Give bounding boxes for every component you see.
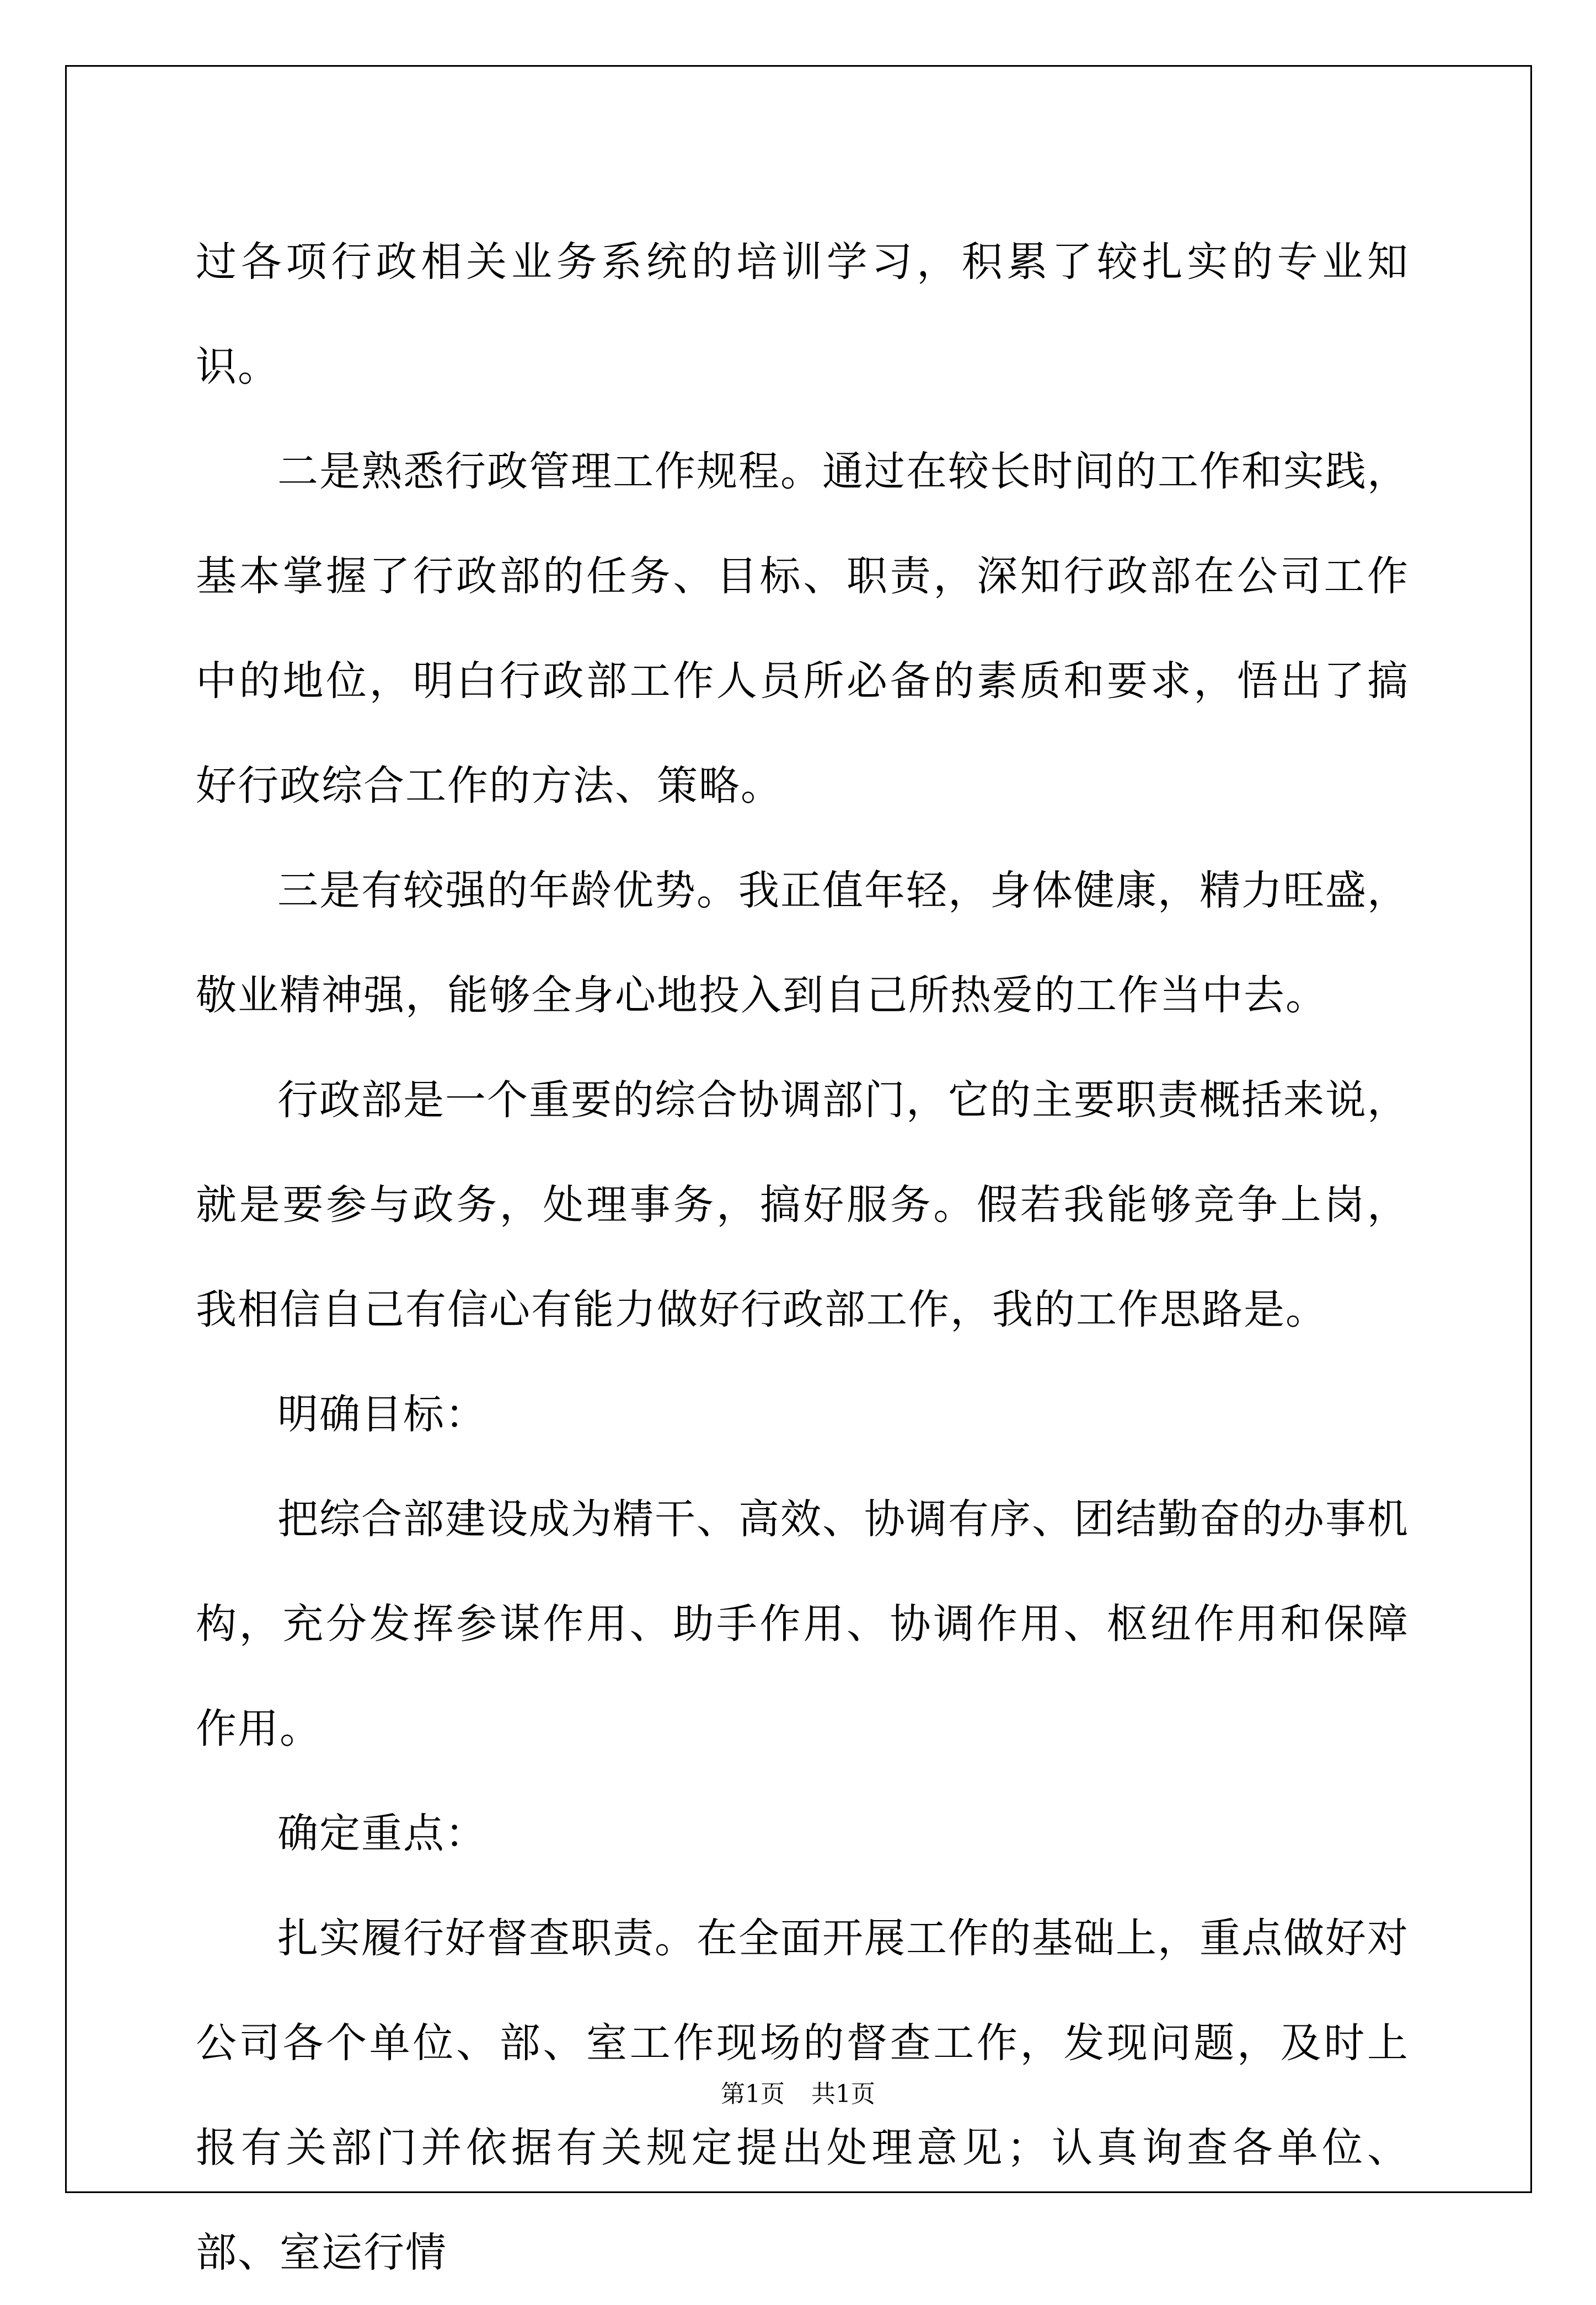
section-heading-focus: 确定重点： (277, 1810, 487, 1857)
paragraph-4: 行政部是一个重要的综合协调部门，它的主要职责概括来说，就是要参与政务，处理事务，搞好服务。假若我能够竞争上岗，我相信自己有信心有能力做好行政部工作，我的工作思路是。 (196, 1076, 1409, 1333)
paragraph-goal: 把综合部建设成为精干、高效、协调有序、团结勤奋的办事机构，充分发挥参谋作用、助手作用、协调作用、枢纽作用和保障作用。 (196, 1495, 1409, 1752)
page-footer (0, 2078, 1596, 2111)
paragraph-1: 过各项行政相关业务系统的培训学习，积累了较扎实的专业知识。 (196, 238, 1409, 390)
document-body (196, 210, 1409, 2305)
page-total: 共1页 (811, 2080, 875, 2108)
page-number: 第1页 (721, 2080, 785, 2108)
paragraph-focus: 扎实履行好督查职责。在全面开展工作的基础上，重点做好对公司各个单位、部、室工作现场的督查工作，发现问题，及时上报有关部门并依据有关规定提出处理意见；认真询查各单位、部、室运行情 (196, 1915, 1409, 2276)
section-heading-goal: 明确目标： (277, 1391, 487, 1438)
paragraph-2: 二是熟悉行政管理工作规程。通过在较长时间的工作和实践，基本掌握了行政部的任务、目标、职责，深知行政部在公司工作中的地位，明白行政部工作人员所必备的素质和要求，悟出了搞好行政综合工作的方法、策略。 (196, 448, 1409, 810)
paragraph-3: 三是有较强的年龄优势。我正值年轻，身体健康，精力旺盛，敬业精神强，能够全身心地投入到自己所热爱的工作当中去。 (196, 867, 1409, 1019)
